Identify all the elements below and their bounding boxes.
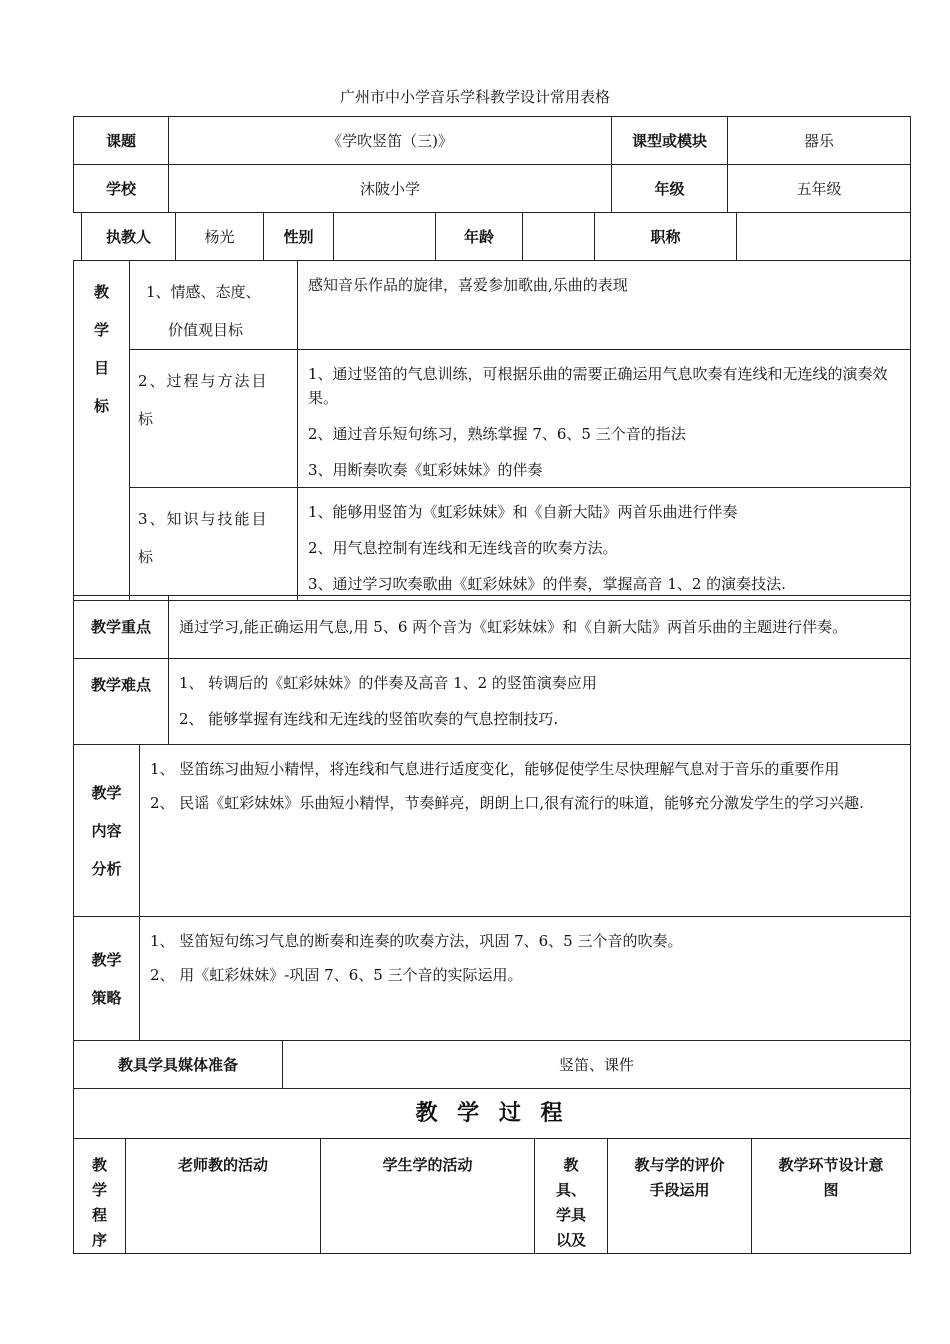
process-title: 教 学 过 程 [74, 1089, 911, 1139]
difficulties-text: 1、 转调后的《虹彩妹妹》的伴奏及高音 1、2 的竖笛演奏应用 2、 能够掌握有连线和无连线的竖笛吹奏的气息控制技巧. [169, 659, 911, 745]
analysis-label: 教学 内容 分析 [74, 745, 140, 917]
goal2-label: 2、过程与方法目 标 [130, 350, 298, 488]
process-col-intent: 教学环节设计意 图 [752, 1139, 911, 1254]
key-points-text: 通过学习,能正确运用气息,用 5、6 两个音为《虹彩妹妹》和《自新大陆》两首乐曲的主题进行伴奏。 [169, 596, 911, 659]
media-text: 竖笛、课件 [283, 1041, 911, 1089]
goal1-label: 1、情感、态度、 价值观目标 [130, 261, 298, 350]
type-value: 器乐 [728, 117, 911, 165]
strategy-label: 教学 策略 [74, 917, 140, 1041]
job-title-label: 职称 [595, 213, 737, 261]
grade-value: 五年级 [728, 165, 911, 213]
difficulties-label: 教学难点 [74, 659, 169, 745]
goal3-label: 3、知识与技能目 标 [130, 488, 298, 601]
strategy-text: 1、 竖笛短句练习气息的断奏和连奏的吹奏方法，巩固 7、6、5 三个音的吹奏。 2、 用《虹彩妹妹》-巩固 7、6、5 三个音的实际运用。 [140, 917, 911, 1041]
gender-label: 性别 [264, 213, 334, 261]
job-title-value [737, 213, 911, 261]
process-col-sequence: 教 学 程 序 [74, 1139, 126, 1254]
process-table [73, 1138, 911, 1254]
goals-table [73, 260, 911, 601]
type-label: 课型或模块 [612, 117, 728, 165]
analysis-table [73, 744, 911, 1041]
teacher-table [81, 212, 911, 261]
gender-value [334, 213, 436, 261]
age-label: 年龄 [436, 213, 523, 261]
age-value [523, 213, 595, 261]
teacher-label: 执教人 [82, 213, 176, 261]
page-title: 广州市中小学音乐学科教学设计常用表格 [339, 88, 610, 106]
process-col-tools: 教 具、 学具 以及 [535, 1139, 608, 1254]
header-table-top [73, 116, 911, 213]
goals-label: 教 学 目 标 [74, 261, 130, 601]
goal3-text: 1、能够用竖笛为《虹彩妹妹》和《自新大陆》两首乐曲进行伴奏 2、用气息控制有连线和无连线音的吹奏方法。 3、通过学习吹奏歌曲《虹彩妹妹》的伴奏，掌握高音 1、2 的演奏技法. [298, 488, 911, 601]
key-points-label: 教学重点 [74, 596, 169, 659]
media-table [73, 1040, 911, 1139]
goal1-text: 感知音乐作品的旋律，喜爱参加歌曲,乐曲的表现 [298, 261, 911, 350]
process-col-student: 学生学的活动 [321, 1139, 535, 1254]
school-label: 学校 [74, 165, 169, 213]
teacher-value: 杨光 [176, 213, 264, 261]
grade-label: 年级 [612, 165, 728, 213]
media-label: 教具学具媒体准备 [74, 1041, 283, 1089]
key-table [73, 595, 911, 745]
topic-value: 《学吹竖笛（三)》 [169, 117, 612, 165]
goal2-text: 1、通过竖笛的气息训练，可根据乐曲的需要正确运用气息吹奏有连线和无连线的演奏效果。 2、通过音乐短句练习，熟练掌握 7、6、5 三个音的指法 3、用断奏吹奏《虹彩妹妹》的伴奏 [298, 350, 911, 488]
process-col-teacher: 老师教的活动 [126, 1139, 321, 1254]
school-value: 沐陂小学 [169, 165, 612, 213]
process-col-evaluation: 教与学的评价 手段运用 [608, 1139, 752, 1254]
topic-label: 课题 [74, 117, 169, 165]
analysis-text: 1、 竖笛练习曲短小精悍，将连线和气息进行适度变化，能够促使学生尽快理解气息对于音乐的重要作用 2、 民谣《虹彩妹妹》乐曲短小精悍，节奏鲜亮，朗朗上口,很有流行的味道，能够充分激发学生的学习兴趣. [140, 745, 911, 917]
